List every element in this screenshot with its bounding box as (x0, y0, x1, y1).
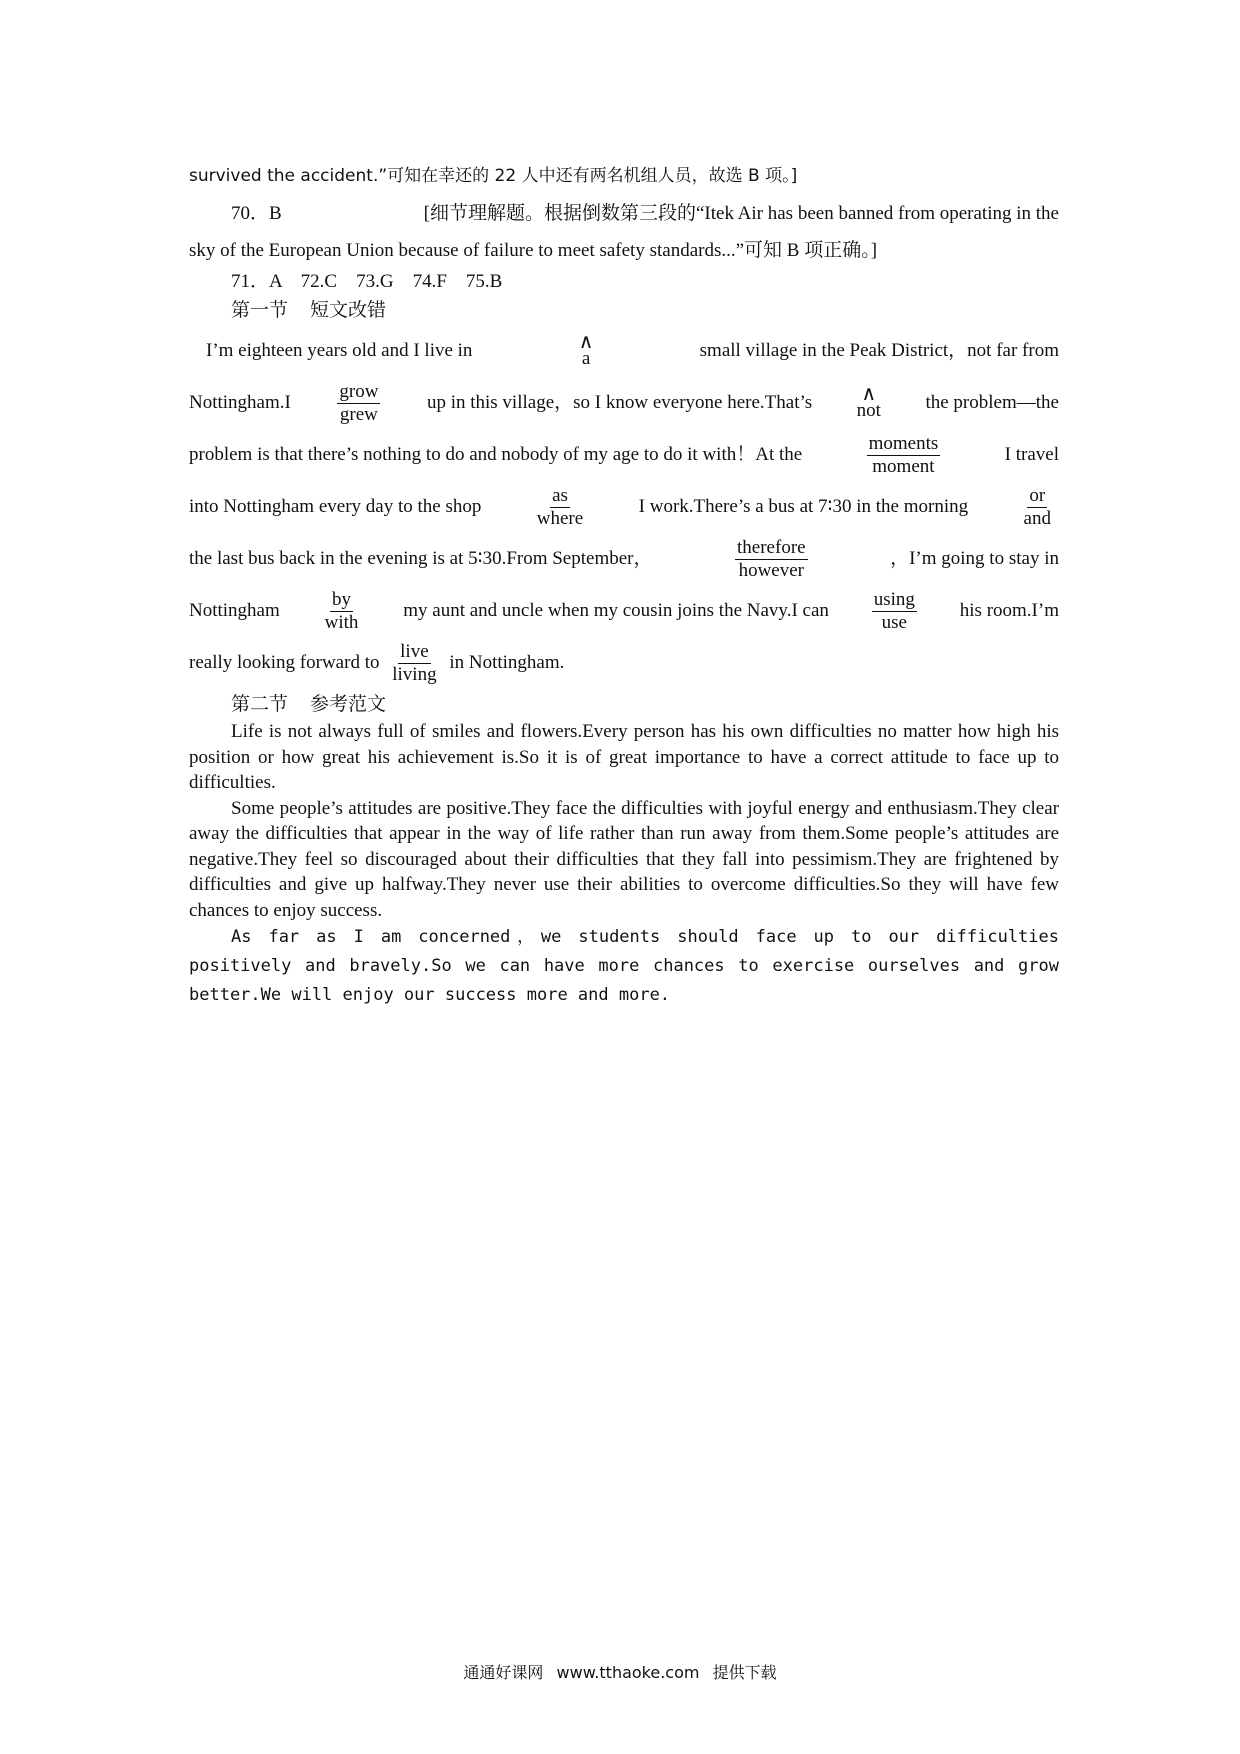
wrong-word: using (873, 588, 915, 610)
corrected-word: living (392, 664, 437, 686)
answer-content (189, 158, 1059, 1010)
correction-text: ，I’m going to stay in (890, 548, 1059, 569)
correction-text: problem is that there’s nothing to do and nobody of my age to do it with！At the (189, 444, 803, 465)
correction-mark (323, 589, 361, 634)
wrong-word: live (400, 641, 429, 663)
correction-mark (1022, 485, 1053, 530)
correction-text: into Nottingham every day to the shop (189, 496, 482, 517)
inserted-word: a (581, 348, 591, 369)
correction-text: I travel (1004, 444, 1059, 465)
correction-text: really looking forward to (189, 652, 380, 673)
correction-text: the last bus back in the evening is at 5∶30.From September， (189, 548, 653, 569)
correction-line-2 (189, 377, 1059, 429)
correction-text: the problem—the (925, 392, 1059, 413)
correction-text: I work.There’s a bus at 7∶30 in the morning (638, 496, 969, 517)
correction-line-1 (189, 325, 1059, 377)
page-footer (0, 1660, 1240, 1683)
correction-line-6 (189, 585, 1059, 637)
corrected-word: where (536, 507, 584, 529)
correction-mark (337, 381, 380, 426)
answer-71-75: 71．A 72.C 73.G 74.F 75.B (231, 271, 503, 292)
section1-title: 短文改错 (310, 299, 387, 321)
footer-url[interactable]: www.tthaoke.com (556, 1663, 700, 1682)
correction-mark (867, 433, 941, 478)
wrong-word: grow (339, 380, 379, 402)
correction-mark (390, 641, 438, 686)
wrong-word: moments (868, 432, 939, 454)
answer-70-line2: sky of the European Union because of failure to meet safety standards...”可知 B 项正确。] (189, 240, 878, 261)
corrected-word: with (324, 611, 359, 633)
correction-line-5 (189, 533, 1059, 585)
answer-69-tail: survived the accident.”可知在幸还的 22 人中还有两名机组人员，故选 B 项。] (189, 166, 798, 186)
correction-mark (735, 537, 808, 582)
correction-mark (535, 485, 585, 530)
correction-text: in Nottingham. (449, 652, 565, 673)
wrong-word: as (552, 484, 568, 506)
section2-title: 参考范文 (310, 693, 387, 715)
section2-heading (189, 689, 1059, 719)
correction-text: I’m eighteen years old and I live in (206, 340, 473, 361)
corrected-word: use (881, 611, 907, 633)
correction-text: up in this village，so I know everyone here.That’s (426, 392, 813, 413)
essay-paragraph-2: Some people’s attitudes are positive.They face the difficulties with joyful energy and enthusiasm.They clear away the difficulties that appear in the way of life rather than run away from them.Some people’s attitudes are negative.They feel so discouraged about their difficulties that they fall into pessimism.They are frightened by difficulties and give up halfway.They never use their abilities to overcome difficulties.So they will have few chances to enjoy success. (189, 797, 1059, 921)
correction-text: his room.I’m (959, 600, 1059, 621)
footer-site-name: 通通好课网 (463, 1663, 544, 1682)
corrected-word: moment (872, 455, 935, 477)
corrected-word: and (1023, 507, 1051, 529)
model-essay (189, 719, 1059, 1010)
correction-text: Nottingham.I (189, 392, 291, 413)
section2-label: 第二节 (231, 693, 289, 715)
wrong-word: by (332, 588, 352, 610)
essay-paragraph-3: As far as I am concerned，we students should face up to our difficulties positively and bravely.So we can have more chances to exercise ourselves and grow better.We will enjoy our success more and more. (189, 927, 1059, 1005)
wrong-word: or (1029, 484, 1046, 506)
correction-text: small village in the Peak District，not far from (699, 340, 1059, 361)
footer-suffix: 提供下载 (712, 1663, 777, 1682)
corrected-word: however (738, 559, 804, 581)
correction-mark (872, 589, 917, 634)
correction-line-3 (189, 429, 1059, 481)
correction-line-7 (189, 637, 1059, 689)
correction-text: my aunt and uncle when my cousin joins the Navy.I can (403, 600, 829, 621)
answer-70-number: 70．B (231, 203, 282, 224)
answer-70-text: [细节理解题。根据倒数第三段的“Itek Air has been banned from operating in the (423, 203, 1059, 224)
corrected-word: grew (339, 403, 378, 425)
insertion-mark: ∧ a (578, 331, 594, 369)
correction-text: Nottingham (189, 600, 280, 621)
section1-label: 第一节 (231, 299, 289, 321)
wrong-word: therefore (737, 536, 806, 558)
answer-70-line1 (189, 195, 1059, 232)
section1-heading (189, 295, 1059, 325)
insertion-mark: ∧ not (856, 383, 881, 421)
essay-paragraph-1: Life is not always full of smiles and flowers.Every person has his own difficulties no matter how high his position or how great his achievement is.So it is of great importance to have a correct attitude to face up to difficulties. (189, 721, 1059, 793)
inserted-word: not (856, 400, 881, 421)
correction-line-4 (189, 481, 1059, 533)
